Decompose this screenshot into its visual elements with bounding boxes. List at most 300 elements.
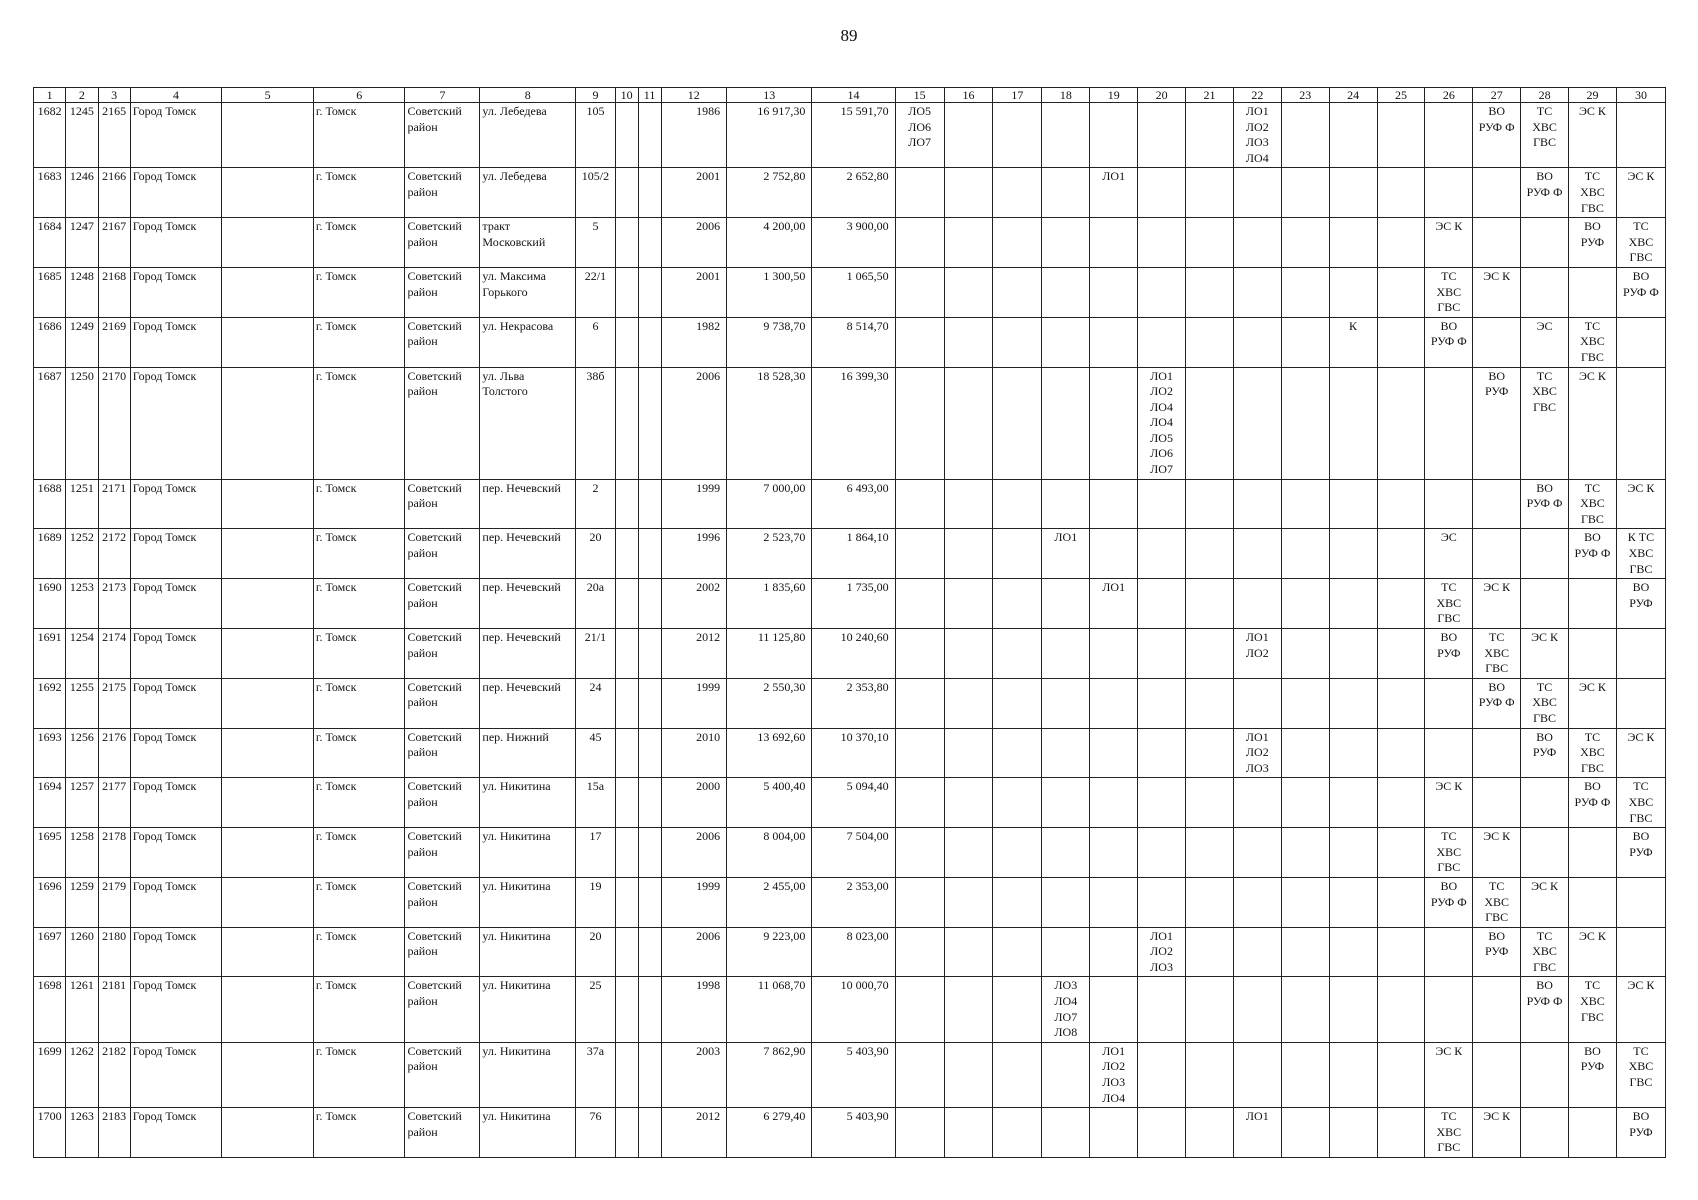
- cell-col-29: ЭС К: [1569, 367, 1617, 479]
- cell-col-16: [944, 218, 993, 268]
- cell-col-14: 1 735,00: [812, 579, 895, 629]
- cell-col-16: [944, 479, 993, 529]
- cell-col-14: 1 864,10: [812, 529, 895, 579]
- cell-col-25: [1377, 728, 1425, 778]
- cell-col-21: [1186, 267, 1234, 317]
- cell-col-14: 6 493,00: [812, 479, 895, 529]
- cell-col-28: ВО РУФ Ф: [1521, 168, 1569, 218]
- cell-col-16: [944, 728, 993, 778]
- cell-col-26: [1425, 678, 1473, 728]
- cell-col-10: [615, 678, 638, 728]
- cell-col-22: [1233, 367, 1281, 479]
- cell-col-6: г. Томск: [313, 479, 405, 529]
- cell-col-1: 1689: [34, 529, 66, 579]
- cell-col-25: [1377, 317, 1425, 367]
- cell-col-8: ул. Никитина: [480, 778, 576, 828]
- cell-col-29: ТС ХВС ГВС: [1569, 479, 1617, 529]
- cell-col-19: ЛО1 ЛО2 ЛО3 ЛО4: [1090, 1042, 1138, 1107]
- cell-col-18: ЛО1: [1042, 529, 1090, 579]
- cell-col-14: 3 900,00: [812, 218, 895, 268]
- cell-col-18: [1042, 828, 1090, 878]
- cell-col-17: [993, 877, 1042, 927]
- cell-col-4: Город Томск: [130, 728, 222, 778]
- cell-col-1: 1691: [34, 629, 66, 679]
- cell-col-24: [1329, 778, 1377, 828]
- cell-col-27: [1473, 168, 1521, 218]
- cell-col-20: [1138, 728, 1186, 778]
- cell-col-2: 1260: [66, 927, 98, 977]
- cell-col-11: [638, 267, 661, 317]
- cell-col-1: 1690: [34, 579, 66, 629]
- table-row: [34, 977, 1666, 1042]
- column-number-22: 22: [1233, 88, 1281, 103]
- cell-col-29: ТС ХВС ГВС: [1569, 317, 1617, 367]
- cell-col-25: [1377, 877, 1425, 927]
- cell-col-28: ВО РУФ: [1521, 728, 1569, 778]
- cell-col-14: 7 504,00: [812, 828, 895, 878]
- cell-col-24: [1329, 529, 1377, 579]
- cell-col-25: [1377, 977, 1425, 1042]
- cell-col-9: 20: [576, 927, 616, 977]
- cell-col-24: [1329, 977, 1377, 1042]
- cell-col-7: Советский район: [405, 579, 480, 629]
- cell-col-23: [1281, 103, 1329, 168]
- cell-col-3: 2181: [98, 977, 130, 1042]
- cell-col-5: [222, 629, 314, 679]
- cell-col-5: [222, 1108, 314, 1158]
- cell-col-16: [944, 579, 993, 629]
- cell-col-29: ТС ХВС ГВС: [1569, 168, 1617, 218]
- cell-col-5: [222, 1042, 314, 1107]
- cell-col-20: [1138, 828, 1186, 878]
- cell-col-13: 9 738,70: [727, 317, 812, 367]
- cell-col-22: ЛО1 ЛО2 ЛО3 ЛО4: [1233, 103, 1281, 168]
- table-row: [34, 1042, 1666, 1107]
- cell-col-27: ТС ХВС ГВС: [1473, 877, 1521, 927]
- cell-col-24: [1329, 1108, 1377, 1158]
- cell-col-3: 2179: [98, 877, 130, 927]
- column-number-29: 29: [1569, 88, 1617, 103]
- cell-col-21: [1186, 1042, 1234, 1107]
- cell-col-6: г. Томск: [313, 678, 405, 728]
- cell-col-19: [1090, 927, 1138, 977]
- cell-col-30: [1616, 629, 1665, 679]
- cell-col-17: [993, 367, 1042, 479]
- cell-col-7: Советский район: [405, 1042, 480, 1107]
- cell-col-30: [1616, 877, 1665, 927]
- cell-col-12: 2006: [661, 367, 727, 479]
- cell-col-4: Город Томск: [130, 529, 222, 579]
- cell-col-15: [895, 367, 944, 479]
- cell-col-5: [222, 168, 314, 218]
- cell-col-5: [222, 267, 314, 317]
- cell-col-23: [1281, 317, 1329, 367]
- cell-col-6: г. Томск: [313, 728, 405, 778]
- cell-col-29: [1569, 877, 1617, 927]
- cell-col-3: 2170: [98, 367, 130, 479]
- cell-col-15: [895, 778, 944, 828]
- cell-col-8: пер. Нечевский: [480, 629, 576, 679]
- column-number-header: [34, 88, 1666, 103]
- cell-col-7: Советский район: [405, 218, 480, 268]
- table-row: [34, 367, 1666, 479]
- cell-col-5: [222, 778, 314, 828]
- cell-col-15: [895, 1042, 944, 1107]
- cell-col-17: [993, 728, 1042, 778]
- cell-col-12: 1999: [661, 479, 727, 529]
- column-number-2: 2: [66, 88, 98, 103]
- cell-col-9: 15а: [576, 778, 616, 828]
- cell-col-22: ЛО1 ЛО2 ЛО3: [1233, 728, 1281, 778]
- cell-col-10: [615, 1042, 638, 1107]
- column-number-17: 17: [993, 88, 1042, 103]
- cell-col-17: [993, 267, 1042, 317]
- cell-col-11: [638, 728, 661, 778]
- cell-col-15: [895, 317, 944, 367]
- cell-col-23: [1281, 728, 1329, 778]
- cell-col-23: [1281, 678, 1329, 728]
- cell-col-12: 2010: [661, 728, 727, 778]
- cell-col-7: Советский район: [405, 529, 480, 579]
- cell-col-25: [1377, 103, 1425, 168]
- cell-col-7: Советский район: [405, 877, 480, 927]
- cell-col-2: 1246: [66, 168, 98, 218]
- cell-col-3: 2178: [98, 828, 130, 878]
- cell-col-19: [1090, 267, 1138, 317]
- cell-col-18: [1042, 103, 1090, 168]
- cell-col-30: ВО РУФ: [1616, 1108, 1665, 1158]
- cell-col-18: [1042, 367, 1090, 479]
- cell-col-11: [638, 103, 661, 168]
- cell-col-9: 24: [576, 678, 616, 728]
- cell-col-10: [615, 877, 638, 927]
- cell-col-30: [1616, 367, 1665, 479]
- cell-col-5: [222, 579, 314, 629]
- cell-col-14: 15 591,70: [812, 103, 895, 168]
- cell-col-25: [1377, 367, 1425, 479]
- cell-col-2: 1261: [66, 977, 98, 1042]
- cell-col-8: тракт Московский: [480, 218, 576, 268]
- cell-col-30: ТС ХВС ГВС: [1616, 1042, 1665, 1107]
- column-number-5: 5: [222, 88, 314, 103]
- column-number-21: 21: [1186, 88, 1234, 103]
- cell-col-7: Советский район: [405, 168, 480, 218]
- cell-col-1: 1688: [34, 479, 66, 529]
- cell-col-15: [895, 218, 944, 268]
- cell-col-30: К ТС ХВС ГВС: [1616, 529, 1665, 579]
- column-number-14: 14: [812, 88, 895, 103]
- cell-col-20: [1138, 168, 1186, 218]
- cell-col-19: [1090, 479, 1138, 529]
- cell-col-3: 2169: [98, 317, 130, 367]
- cell-col-5: [222, 218, 314, 268]
- table-body: [34, 103, 1666, 1158]
- cell-col-23: [1281, 479, 1329, 529]
- cell-col-24: К: [1329, 317, 1377, 367]
- cell-col-10: [615, 317, 638, 367]
- cell-col-11: [638, 828, 661, 878]
- column-number-19: 19: [1090, 88, 1138, 103]
- cell-col-1: 1682: [34, 103, 66, 168]
- cell-col-14: 5 094,40: [812, 778, 895, 828]
- cell-col-1: 1687: [34, 367, 66, 479]
- cell-col-8: ул. Лебедева: [480, 168, 576, 218]
- cell-col-22: ЛО1 ЛО2: [1233, 629, 1281, 679]
- cell-col-28: ВО РУФ Ф: [1521, 977, 1569, 1042]
- cell-col-9: 2: [576, 479, 616, 529]
- cell-col-16: [944, 977, 993, 1042]
- cell-col-1: 1683: [34, 168, 66, 218]
- table-row: [34, 168, 1666, 218]
- column-number-30: 30: [1616, 88, 1665, 103]
- cell-col-2: 1255: [66, 678, 98, 728]
- cell-col-21: [1186, 367, 1234, 479]
- cell-col-16: [944, 1108, 993, 1158]
- cell-col-17: [993, 778, 1042, 828]
- cell-col-10: [615, 529, 638, 579]
- cell-col-24: [1329, 877, 1377, 927]
- cell-col-30: ЭС К: [1616, 479, 1665, 529]
- cell-col-20: [1138, 267, 1186, 317]
- cell-col-13: 9 223,00: [727, 927, 812, 977]
- cell-col-14: 1 065,50: [812, 267, 895, 317]
- cell-col-9: 37а: [576, 1042, 616, 1107]
- cell-col-11: [638, 927, 661, 977]
- cell-col-4: Город Томск: [130, 828, 222, 878]
- cell-col-19: ЛО1: [1090, 168, 1138, 218]
- cell-col-22: [1233, 479, 1281, 529]
- cell-col-6: г. Томск: [313, 1042, 405, 1107]
- cell-col-29: ЭС К: [1569, 927, 1617, 977]
- cell-col-25: [1377, 1042, 1425, 1107]
- cell-col-20: [1138, 629, 1186, 679]
- cell-col-27: ЭС К: [1473, 1108, 1521, 1158]
- cell-col-7: Советский район: [405, 977, 480, 1042]
- cell-col-4: Город Томск: [130, 267, 222, 317]
- cell-col-4: Город Томск: [130, 778, 222, 828]
- cell-col-16: [944, 778, 993, 828]
- cell-col-1: 1685: [34, 267, 66, 317]
- cell-col-9: 38б: [576, 367, 616, 479]
- cell-col-24: [1329, 1042, 1377, 1107]
- table-row: [34, 1108, 1666, 1158]
- cell-col-11: [638, 479, 661, 529]
- cell-col-12: 1999: [661, 678, 727, 728]
- cell-col-17: [993, 218, 1042, 268]
- table-row: [34, 267, 1666, 317]
- cell-col-10: [615, 1108, 638, 1158]
- cell-col-18: [1042, 1108, 1090, 1158]
- cell-col-6: г. Томск: [313, 218, 405, 268]
- cell-col-7: Советский район: [405, 828, 480, 878]
- cell-col-26: [1425, 479, 1473, 529]
- cell-col-24: [1329, 367, 1377, 479]
- cell-col-15: [895, 529, 944, 579]
- cell-col-13: 1 835,60: [727, 579, 812, 629]
- cell-col-2: 1251: [66, 479, 98, 529]
- cell-col-28: [1521, 218, 1569, 268]
- cell-col-20: [1138, 678, 1186, 728]
- cell-col-16: [944, 678, 993, 728]
- cell-col-14: 10 370,10: [812, 728, 895, 778]
- cell-col-20: [1138, 1042, 1186, 1107]
- cell-col-13: 18 528,30: [727, 367, 812, 479]
- cell-col-29: ВО РУФ: [1569, 218, 1617, 268]
- cell-col-28: ТС ХВС ГВС: [1521, 103, 1569, 168]
- column-number-18: 18: [1042, 88, 1090, 103]
- cell-col-30: [1616, 678, 1665, 728]
- cell-col-14: 2 353,80: [812, 678, 895, 728]
- cell-col-6: г. Томск: [313, 877, 405, 927]
- cell-col-24: [1329, 168, 1377, 218]
- table-row: [34, 678, 1666, 728]
- cell-col-4: Город Томск: [130, 678, 222, 728]
- column-number-13: 13: [727, 88, 812, 103]
- cell-col-15: [895, 728, 944, 778]
- cell-col-22: [1233, 579, 1281, 629]
- cell-col-19: [1090, 629, 1138, 679]
- cell-col-15: [895, 678, 944, 728]
- cell-col-13: 6 279,40: [727, 1108, 812, 1158]
- cell-col-19: [1090, 1108, 1138, 1158]
- cell-col-29: ЭС К: [1569, 103, 1617, 168]
- cell-col-12: 2012: [661, 629, 727, 679]
- cell-col-23: [1281, 168, 1329, 218]
- column-number-6: 6: [313, 88, 405, 103]
- cell-col-27: [1473, 479, 1521, 529]
- cell-col-27: ЭС К: [1473, 579, 1521, 629]
- cell-col-26: ЭС: [1425, 529, 1473, 579]
- cell-col-1: 1693: [34, 728, 66, 778]
- cell-col-29: [1569, 629, 1617, 679]
- column-number-12: 12: [661, 88, 727, 103]
- cell-col-19: [1090, 367, 1138, 479]
- cell-col-3: 2177: [98, 778, 130, 828]
- cell-col-2: 1249: [66, 317, 98, 367]
- cell-col-20: [1138, 479, 1186, 529]
- cell-col-8: ул. Никитина: [480, 927, 576, 977]
- cell-col-28: ВО РУФ Ф: [1521, 479, 1569, 529]
- cell-col-17: [993, 1108, 1042, 1158]
- cell-col-11: [638, 1108, 661, 1158]
- cell-col-21: [1186, 678, 1234, 728]
- cell-col-30: ВО РУФ Ф: [1616, 267, 1665, 317]
- cell-col-14: 2 652,80: [812, 168, 895, 218]
- cell-col-27: [1473, 317, 1521, 367]
- cell-col-2: 1248: [66, 267, 98, 317]
- cell-col-26: ВО РУФ: [1425, 629, 1473, 679]
- cell-col-21: [1186, 629, 1234, 679]
- cell-col-30: [1616, 103, 1665, 168]
- cell-col-4: Город Томск: [130, 103, 222, 168]
- cell-col-10: [615, 927, 638, 977]
- column-number-16: 16: [944, 88, 993, 103]
- cell-col-5: [222, 977, 314, 1042]
- cell-col-27: [1473, 218, 1521, 268]
- cell-col-17: [993, 1042, 1042, 1107]
- table-row: [34, 529, 1666, 579]
- cell-col-13: 2 550,30: [727, 678, 812, 728]
- cell-col-20: [1138, 103, 1186, 168]
- cell-col-14: 10 000,70: [812, 977, 895, 1042]
- column-number-25: 25: [1377, 88, 1425, 103]
- cell-col-26: [1425, 977, 1473, 1042]
- table-row: [34, 927, 1666, 977]
- cell-col-21: [1186, 317, 1234, 367]
- cell-col-1: 1686: [34, 317, 66, 367]
- cell-col-17: [993, 828, 1042, 878]
- cell-col-18: [1042, 629, 1090, 679]
- cell-col-8: ул. Лебедева: [480, 103, 576, 168]
- cell-col-1: 1684: [34, 218, 66, 268]
- table-row: [34, 317, 1666, 367]
- cell-col-22: [1233, 778, 1281, 828]
- cell-col-2: 1253: [66, 579, 98, 629]
- cell-col-13: 2 752,80: [727, 168, 812, 218]
- cell-col-11: [638, 1042, 661, 1107]
- cell-col-6: г. Томск: [313, 927, 405, 977]
- cell-col-14: 8 023,00: [812, 927, 895, 977]
- cell-col-12: 2006: [661, 927, 727, 977]
- cell-col-2: 1250: [66, 367, 98, 479]
- cell-col-19: [1090, 977, 1138, 1042]
- cell-col-10: [615, 977, 638, 1042]
- cell-col-14: 10 240,60: [812, 629, 895, 679]
- cell-col-2: 1262: [66, 1042, 98, 1107]
- cell-col-17: [993, 579, 1042, 629]
- cell-col-23: [1281, 1042, 1329, 1107]
- cell-col-21: [1186, 479, 1234, 529]
- cell-col-9: 19: [576, 877, 616, 927]
- cell-col-3: 2167: [98, 218, 130, 268]
- cell-col-7: Советский район: [405, 629, 480, 679]
- cell-col-19: [1090, 678, 1138, 728]
- cell-col-26: [1425, 103, 1473, 168]
- cell-col-10: [615, 267, 638, 317]
- cell-col-5: [222, 529, 314, 579]
- cell-col-28: [1521, 529, 1569, 579]
- cell-col-9: 45: [576, 728, 616, 778]
- cell-col-29: ТС ХВС ГВС: [1569, 977, 1617, 1042]
- cell-col-8: пер. Нечевский: [480, 479, 576, 529]
- cell-col-30: ВО РУФ: [1616, 828, 1665, 878]
- cell-col-26: [1425, 728, 1473, 778]
- cell-col-3: 2180: [98, 927, 130, 977]
- cell-col-5: [222, 828, 314, 878]
- cell-col-8: ул. Никитина: [480, 1108, 576, 1158]
- cell-col-12: 2006: [661, 828, 727, 878]
- cell-col-11: [638, 218, 661, 268]
- cell-col-26: ЭС К: [1425, 218, 1473, 268]
- cell-col-18: [1042, 579, 1090, 629]
- cell-col-2: 1258: [66, 828, 98, 878]
- cell-col-11: [638, 529, 661, 579]
- cell-col-18: [1042, 218, 1090, 268]
- cell-col-28: ТС ХВС ГВС: [1521, 367, 1569, 479]
- cell-col-15: [895, 579, 944, 629]
- cell-col-29: ЭС К: [1569, 678, 1617, 728]
- cell-col-12: 2001: [661, 267, 727, 317]
- cell-col-13: 4 200,00: [727, 218, 812, 268]
- cell-col-27: ВО РУФ: [1473, 927, 1521, 977]
- cell-col-20: [1138, 1108, 1186, 1158]
- cell-col-9: 21/1: [576, 629, 616, 679]
- column-number-1: 1: [34, 88, 66, 103]
- column-number-15: 15: [895, 88, 944, 103]
- cell-col-9: 17: [576, 828, 616, 878]
- cell-col-18: [1042, 728, 1090, 778]
- cell-col-9: 5: [576, 218, 616, 268]
